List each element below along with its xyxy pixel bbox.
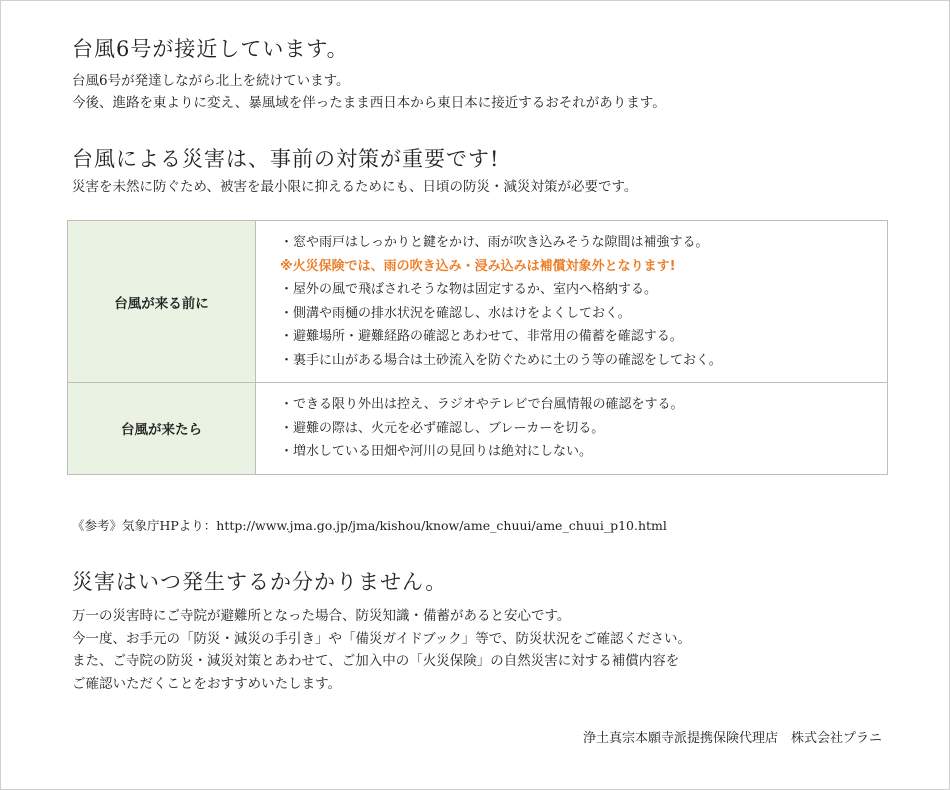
prevention-line: 災害を未然に防ぐため、被害を最小限に抑えるためにも、日頃の防災・減災対策が必要です。 xyxy=(72,179,638,195)
heading-disaster-anytime: 災害はいつ発生するか分かりません。 xyxy=(72,570,448,594)
list-item: ・窓や雨戸はしっかりと鍵をかけ、雨が吹き込みそうな隙間は補強する。 xyxy=(280,235,709,250)
table-row-during xyxy=(68,383,888,475)
closing-line: 万一の災害時にご寺院が避難所となった場合、防災知識・備蓄があると安心です。 xyxy=(72,608,571,624)
intro-line: 台風6号が発達しながら北上を続けています。 xyxy=(72,73,350,89)
row-content-during-typhoon xyxy=(256,383,888,475)
agency-signature: 浄土真宗本願寺派提携保険代理店 株式会社プラニ xyxy=(582,731,882,746)
list-item: ・側溝や雨樋の排水状況を確認し、水はけをよくしておく。 xyxy=(280,305,631,321)
closing-line: ご確認いただくことをおすすめいたします。 xyxy=(72,675,342,692)
list-item: ・避難の際は、火元を必ず確認し、ブレーカーを切る。 xyxy=(280,420,605,436)
closing-line: また、ご寺院の防災・減災対策とあわせて、ご加入中の「火災保険」の自然災害に対する補償内容を xyxy=(72,653,680,669)
row-content-before-typhoon xyxy=(256,221,888,383)
list-item: ・屋外の風で飛ばされそうな物は固定するか、室内へ格納する。 xyxy=(280,282,658,297)
warning-note: ※火災保険では、雨の吹き込み・浸み込みは補償対象外となります! xyxy=(280,258,676,274)
list-item: ・できる限り外出は控え、ラジオやテレビで台風情報の確認をする。 xyxy=(280,397,684,412)
prevention-paragraph xyxy=(72,176,637,198)
row-label-during-typhoon: 台風が来たら xyxy=(68,383,256,475)
row-label-before-typhoon: 台風が来る前に xyxy=(68,221,256,383)
countermeasure-table xyxy=(67,220,888,475)
list-item: ・増水している田畑や河川の見回りは絶対にしない。 xyxy=(280,444,593,459)
closing-paragraph xyxy=(72,605,691,695)
intro-paragraph xyxy=(72,70,666,114)
heading-prevention: 台風による災害は、事前の対策が重要です! xyxy=(72,147,500,171)
intro-line: 今後、進路を東よりに変え、暴風域を伴ったまま西日本から東日本に接近するおそれがあります。 xyxy=(72,95,666,111)
reference-source: 《参考》気象庁HPより：http://www.jma.go.jp/jma/kishou/know/ame_chuui/ame_chuui_p10.html xyxy=(72,518,667,533)
heading-typhoon-approaching: 台風6号が接近しています。 xyxy=(72,37,349,61)
list-item: ・避難場所・避難経路の確認とあわせて、非常用の備蓄を確認する。 xyxy=(280,329,683,344)
list-item: ・裏手に山がある場合は土砂流入を防ぐために土のう等の確認をしておく。 xyxy=(280,352,722,368)
closing-line: 今一度、お手元の「防災・減災の手引き」や「備災ガイドブック」等で、防災状況をご確認ください。 xyxy=(72,630,691,647)
table-row-before xyxy=(68,221,888,383)
